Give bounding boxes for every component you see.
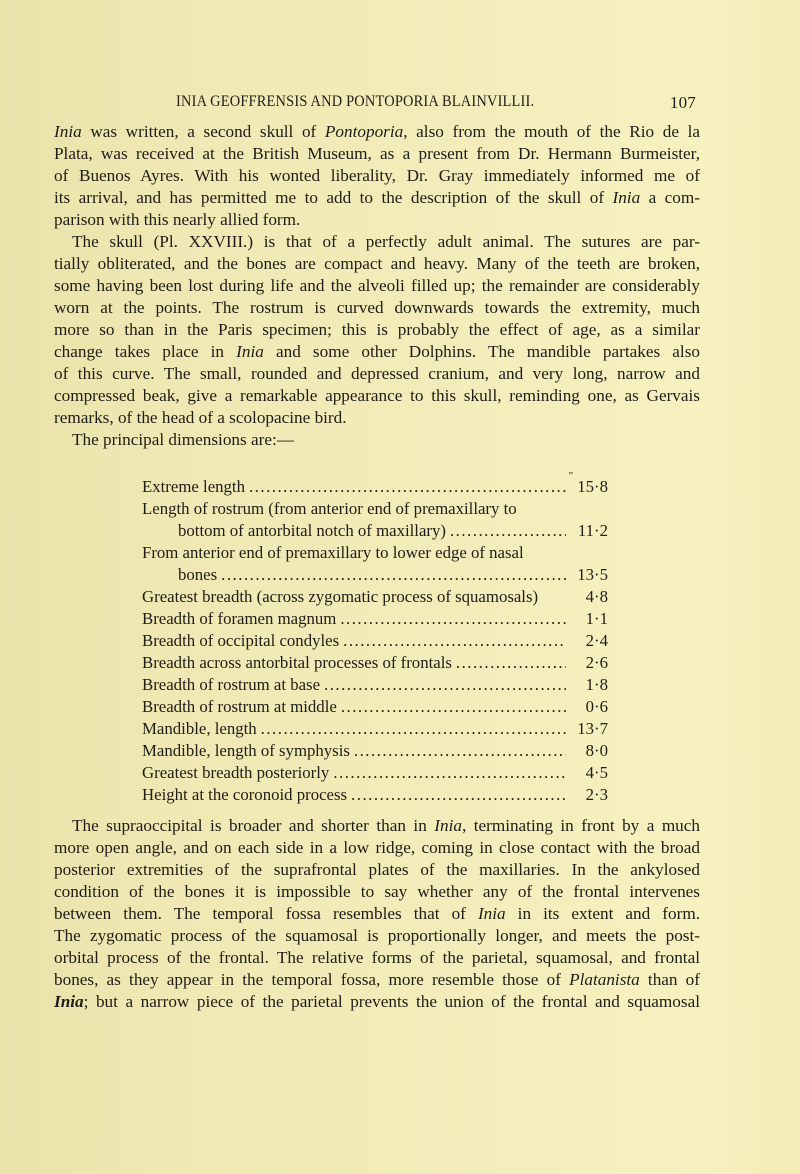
text-line: compressed beak, give a remarkable appearance to this skull, reminding one, as Gervais [54,386,700,405]
dimension-label: Length of rostrum (from anterior end of premaxillary to [142,499,517,518]
paragraph-skull-description [54,231,700,429]
dimension-row [142,631,608,653]
text-line [54,815,700,837]
dimension-label: bottom of antorbital notch of maxillary) [178,521,446,540]
leader-dots [456,653,566,673]
dimension-value: 2·6 [585,653,608,672]
text-line [54,991,700,1013]
dimension-value: 8·0 [585,741,608,760]
text-run: change takes place in [54,342,237,361]
text-line: parison with this nearly allied form. [54,210,301,229]
text-run: ; but a narrow piece of the parietal prevents the union of the frontal and squamosal [83,992,700,1011]
dimension-label: Greatest breadth posteriorly [142,763,330,782]
leader-dots [354,741,566,761]
italic-taxon: Inia [54,992,84,1011]
text-line: more open angle, and on each side in a low ridge, coming in close contact with the broad [54,838,700,857]
dimension-row [142,719,608,741]
text-run: in its extent and form. [505,904,700,923]
italic-taxon: Inia [612,188,641,207]
text-run: bones, as they appear in the temporal fossa, more resemble those of [54,970,570,989]
running-head [54,93,700,113]
text-run: and some other Dolphins. The mandible partakes also [263,342,700,361]
leader-dots [221,565,566,585]
text-run: its arrival, and has permitted me to add to the description of the skull of [54,188,613,207]
text-line: of Buenos Ayres. With his wonted liberality, Dr. Gray immediately informed me of [54,166,700,185]
dimension-value: 2·3 [585,785,608,804]
italic-taxon: Pontoporia [324,122,404,141]
dimension-value: 2·4 [585,631,608,650]
text-run: The supraoccipital is broader and shorter than in [72,816,435,835]
dimension-value: 1·1 [585,609,608,628]
dimension-row [142,565,608,587]
dimension-label: From anterior end of premaxillary to lower edge of nasal [142,543,524,562]
text-run: , terminating in front by a much [461,816,700,835]
italic-taxon: Inia [477,904,506,923]
dimension-label: Mandible, length of symphysis [142,741,350,760]
leader-dots [261,719,566,739]
text-line: tially obliterated, and the bones are compact and heavy. Many of the teeth are broken, [54,254,700,273]
text-line: condition of the bones it is impossible to say whether any of the frontal intervenes [54,882,700,901]
leader-dots [324,675,566,695]
leader-dots [340,609,566,629]
dimension-value: 4·5 [585,763,608,782]
text-run: a com- [640,188,700,207]
dimension-value: 0·6 [585,697,608,716]
text-run: than of [639,970,701,989]
text-line: worn at the points. The rostrum is curved downwards towards the extremity, much [54,298,700,317]
dimension-label: Breadth of foramen magnum [142,609,337,628]
leader-dots [351,785,566,805]
dimension-label: Extreme length [142,477,245,496]
text-line: some having been lost during life and the alveoli filled up; the remainder are considerably [54,276,700,295]
leader-dots [333,763,566,783]
paragraph-supraoccipital [54,815,700,1013]
italic-taxon: Platanista [569,970,640,989]
text-line: The skull (Pl. XXVIII.) is that of a perfectly adult animal. The sutures are par- [72,232,700,251]
dimension-row [142,587,608,609]
text-line: The principal dimensions are:— [72,430,294,449]
italic-taxon: Inia [236,342,264,361]
text-run: , also from the mouth of the Rio de la [403,122,701,141]
inch-mark: ″ [568,470,573,482]
dimension-value: 15·8 [577,477,608,496]
dimension-row [142,521,608,543]
dimension-label: Breadth of occipital condyles [142,631,340,650]
text-run: between them. The temporal fossa resembles that of [54,904,478,923]
dimensions-table [142,477,608,807]
dimension-row [142,609,608,631]
text-line: remarks, of the head of a scolopacine bird. [54,408,347,427]
dimension-label: Mandible, length [142,719,257,738]
italic-taxon: Inia [434,816,462,835]
text-line: The zygomatic process of the squamosal is proportionally longer, and meets the post- [54,926,700,945]
dimension-row [142,785,608,807]
text-line [54,903,700,925]
dimensions-intro [54,429,700,451]
dimension-label: Breadth of rostrum at middle [142,697,337,716]
text-line: more so than in the Paris specimen; this is probably the effect of age, as a similar [54,320,700,339]
dimension-value: 11·2 [577,521,608,540]
text-line: posterior extremities of the suprafrontal plates of the maxillaries. In the ankylosed [54,860,700,879]
dimension-label: Breadth across antorbital processes of frontals [142,653,452,672]
running-title: INIA GEOFFRENSIS AND PONTOPORIA BLAINVILLII. [176,93,535,110]
leader-dots [249,477,566,497]
paragraph-continuation [54,121,700,231]
dimension-row [142,653,608,675]
text-run: was written, a second skull of [81,122,325,141]
dimension-row [142,543,608,565]
italic-taxon: Inia [54,122,82,141]
dimension-row [142,477,608,499]
dimension-label: Breadth of rostrum at base [142,675,321,694]
page-number: 107 [669,93,696,112]
dimension-label: Height at the coronoid process [142,785,348,804]
text-line: Plata, was received at the British Museum, as a present from Dr. Hermann Burmeister, [54,144,700,163]
dimension-row [142,675,608,697]
dimension-value: 13·7 [577,719,608,738]
leader-dots [343,631,566,651]
text-line: of this curve. The small, rounded and depressed cranium, and very long, narrow and [54,364,700,383]
dimension-row [142,697,608,719]
leader-dots [450,521,566,541]
dimension-value: 1·8 [585,675,608,694]
dimension-value: 13·5 [577,565,608,584]
dimension-row [142,763,608,785]
text-line [54,341,700,363]
dimension-value: 4·8 [585,587,608,606]
text-line: orbital process of the frontal. The relative forms of the parietal, squamosal, and frontal [54,948,700,967]
text-line [54,121,700,143]
dimension-label: bones [178,565,218,584]
text-line [54,187,700,209]
leader-dots [341,697,566,717]
dimension-label: Greatest breadth (across zygomatic process of squamosals) [142,587,539,606]
text-line [54,969,700,991]
dimension-row [142,741,608,763]
dimension-row [142,499,608,521]
